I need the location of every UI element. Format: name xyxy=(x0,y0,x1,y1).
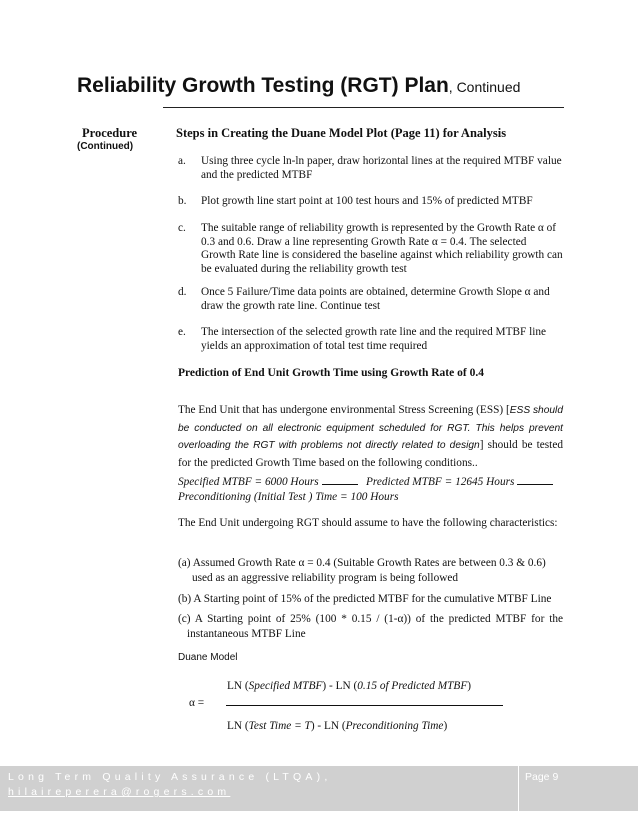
formula-text: ) - LN ( xyxy=(322,680,358,692)
step-label: a. xyxy=(178,155,186,167)
sidebar-label: Procedure xyxy=(82,126,138,140)
step-label: b. xyxy=(178,195,187,207)
prediction-heading: Prediction of End Unit Growth Time using Growth Rate of 0.4 xyxy=(178,367,484,379)
step-text: Once 5 Failure/Time data points are obtained, determine Growth Slope α and draw the growth rate line. Continue test xyxy=(201,286,550,312)
step-item xyxy=(178,286,563,313)
step-label: d. xyxy=(178,286,187,298)
preconditioning-time: Preconditioning (Initial Test ) Time = 100 Hours xyxy=(178,491,399,503)
duane-model-heading: Duane Model xyxy=(178,652,238,663)
step-text: Using three cycle ln-ln paper, draw horizontal lines at the required MTBF value and the predicted MTBF xyxy=(201,155,562,181)
fraction-bar xyxy=(226,705,503,706)
title-divider xyxy=(163,107,564,108)
step-text: The intersection of the selected growth rate line and the required MTBF line yields an approximation of total test time required xyxy=(201,326,547,352)
steps-heading: Steps in Creating the Duane Model Plot (Page 11) for Analysis xyxy=(176,126,507,140)
condition-line: (c) A Starting point of 25% (100 * 0.15 / (1-α)) of the predicted MTBF for the xyxy=(178,613,563,625)
mtbf-values xyxy=(178,475,563,505)
footer-divider xyxy=(518,766,519,811)
formula-text: 0.15 of Predicted MTBF xyxy=(357,680,468,692)
formula-text: Test Time = T xyxy=(248,720,311,732)
step-text: The suitable range of reliability growth is represented by the Growth Rate α of 0.3 and 0.6. Draw a line representing Growth Rate α = 0.4. The selected Growth Rate line is considered the baseline against which reliability growth can be evaluated during the reliability growth test xyxy=(201,222,563,275)
blank-line xyxy=(517,475,553,485)
page-title xyxy=(77,74,520,98)
step-label: c. xyxy=(178,222,186,234)
alpha-label: α = xyxy=(189,697,205,709)
formula-text: Specified MTBF xyxy=(248,680,323,692)
step-text: Plot growth line start point at 100 test hours and 15% of predicted MTBF xyxy=(201,195,533,207)
step-item xyxy=(178,326,563,353)
ess-text-start: The End Unit that has undergone environmental Stress Screening (ESS) [ xyxy=(178,404,510,416)
footer-company: Long Term Quality Assurance (LTQA), xyxy=(8,771,332,783)
footer-page-number: Page 9 xyxy=(525,771,559,783)
condition-line: used as an aggressive reliability program is being followed xyxy=(192,571,459,584)
formula-text: ) xyxy=(443,720,448,732)
step-label: e. xyxy=(178,326,186,338)
ess-text-end: ] should be tested for the predicted Growth Time based on the following conditions.. xyxy=(178,439,563,469)
condition-line: (b) A Starting point of 15% of the predicted MTBF for the cumulative MTBF Line xyxy=(178,593,552,605)
step-item xyxy=(178,155,563,182)
formula-text: ) xyxy=(467,680,472,692)
characteristics-paragraph: The End Unit undergoing RGT should assume to have the following characteristics: xyxy=(178,517,558,529)
specified-mtbf: Specified MTBF = 6000 Hours xyxy=(178,476,319,488)
formula-text: Preconditioning Time xyxy=(345,720,444,732)
formula-numerator xyxy=(227,680,471,692)
formula-text: LN ( xyxy=(227,680,249,692)
step-item xyxy=(178,222,563,276)
blank-line xyxy=(322,475,358,485)
footer-email-link[interactable]: hilaireperera@rogers.com xyxy=(8,786,231,798)
page-title-suffix: , Continued xyxy=(448,79,521,95)
step-item xyxy=(178,195,563,209)
sidebar-sublabel: (Continued) xyxy=(77,141,134,152)
predicted-mtbf: Predicted MTBF = 12645 Hours xyxy=(365,476,515,488)
condition-line: instantaneous MTBF Line xyxy=(187,627,306,640)
condition-item xyxy=(178,612,563,641)
formula-text: LN ( xyxy=(227,720,249,732)
ess-note: ESS should be conducted on all electronic equipment scheduled for RGT. This helps prevent overloading the RGT with problems not directly related to design xyxy=(178,405,563,451)
page-title-text: Reliability Growth Testing (RGT) Plan xyxy=(77,74,449,97)
condition-line: (a) Assumed Growth Rate α = 0.4 (Suitable Growth Rates are between 0.3 & 0.6) xyxy=(178,557,546,569)
condition-item xyxy=(178,592,563,607)
condition-item xyxy=(178,556,563,585)
formula-denominator xyxy=(227,720,447,732)
formula-text: ) - LN ( xyxy=(310,720,346,732)
ess-paragraph xyxy=(178,402,563,471)
